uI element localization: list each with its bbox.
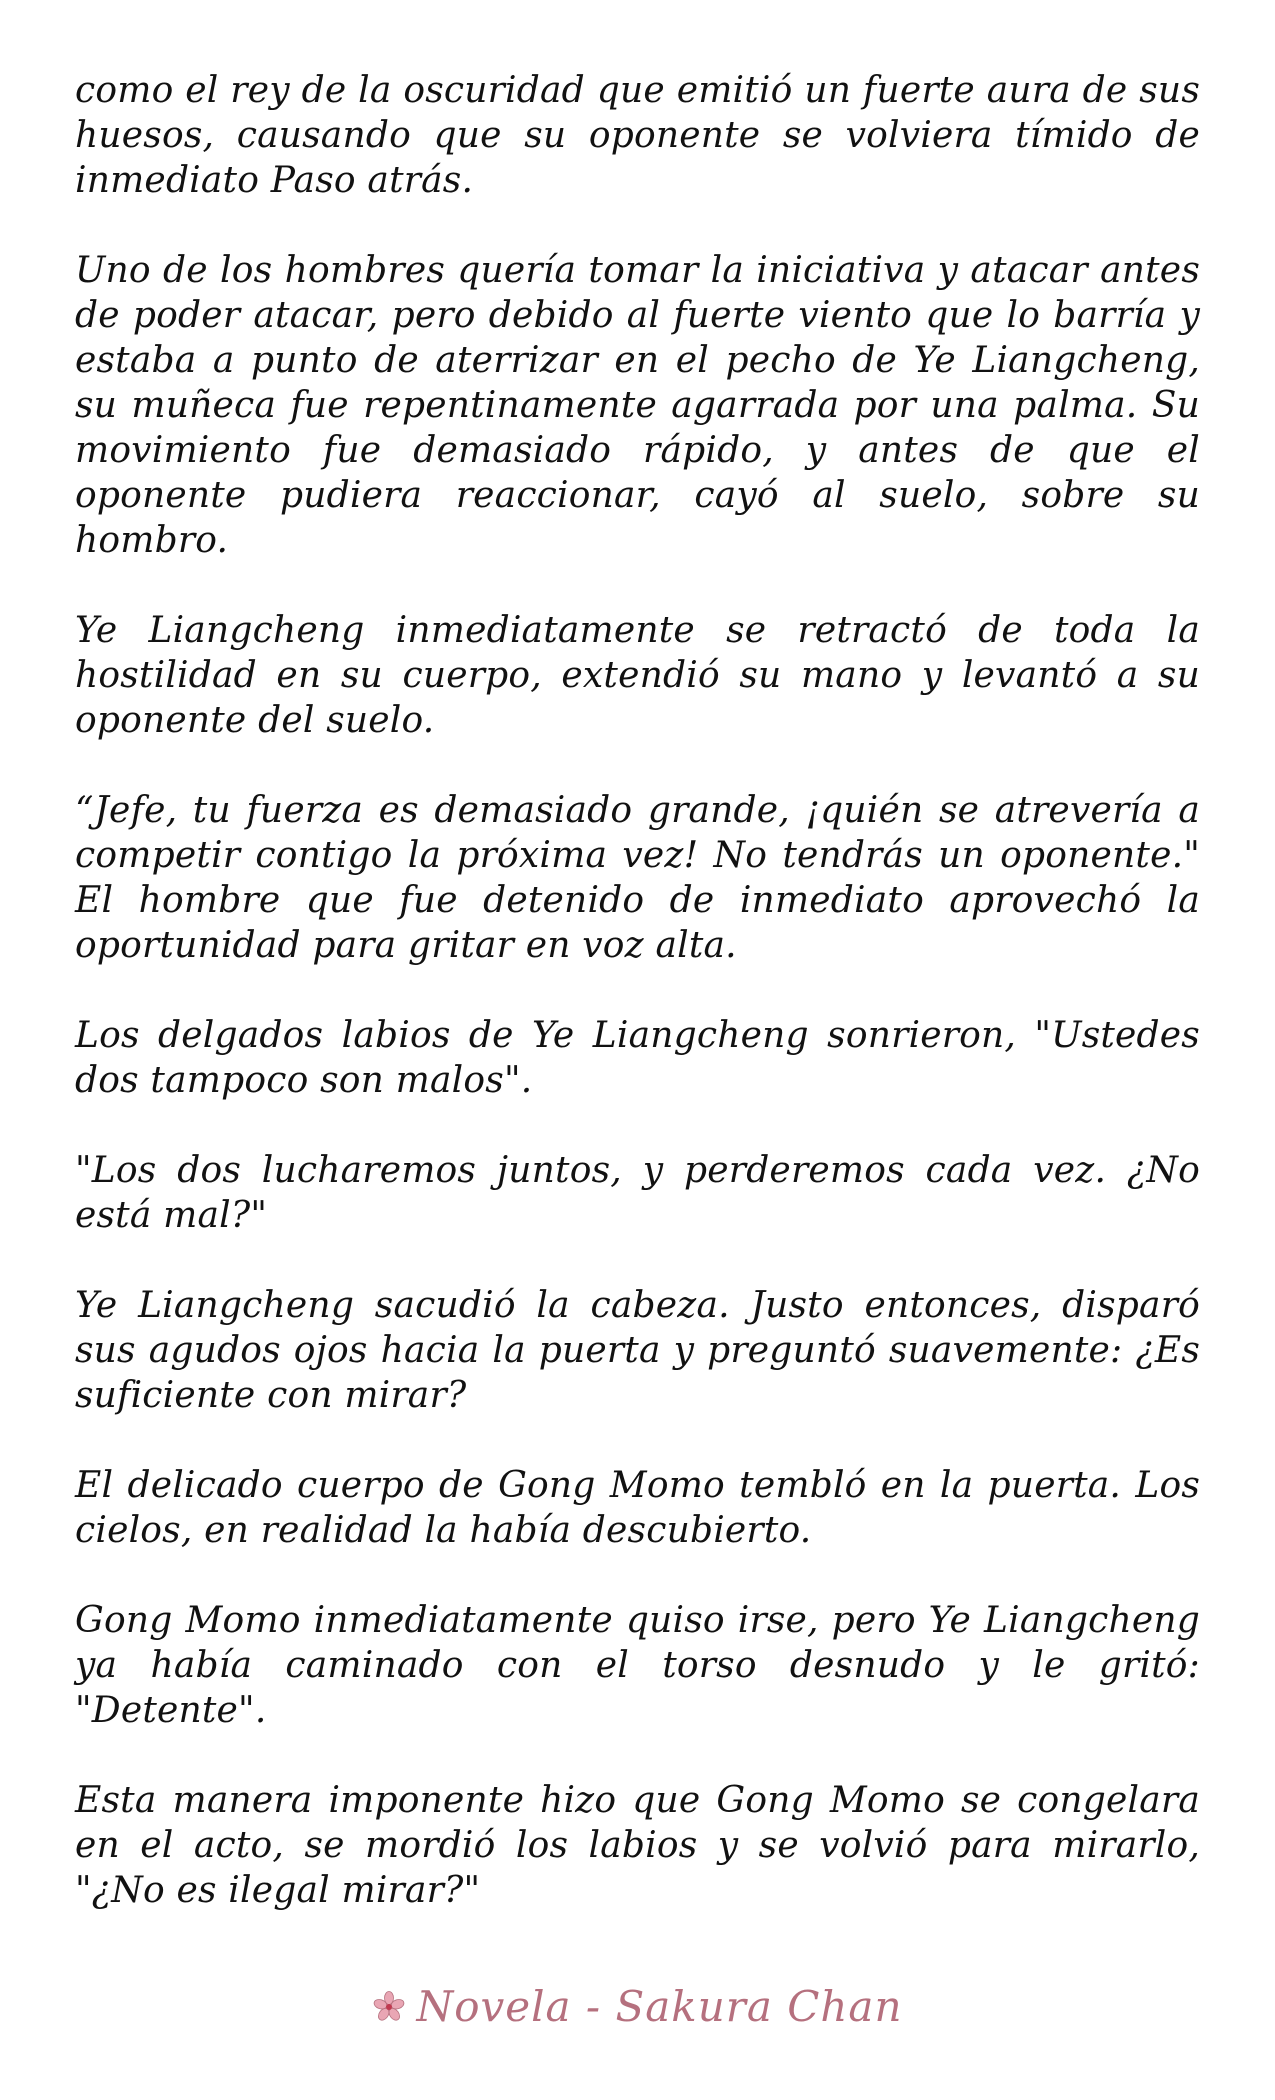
paragraph-4: “Jefe, tu fuerza es demasiado grande, ¡quién se atrevería a competir contigo la próxima vez! No tendrás un oponente." El hombre que fue detenido de inmediato aprovechó la oportunidad para gritar en voz alta. bbox=[75, 790, 1200, 966]
paragraph-9: Gong Momo inmediatamente quiso irse, pero Ye Liangcheng ya había caminado con el torso desnudo y le gritó: "Detente". bbox=[75, 1600, 1200, 1731]
paragraph-2: Uno de los hombres quería tomar la iniciativa y atacar antes de poder atacar, pero debido al fuerte viento que lo barría y estaba a punto de aterrizar en el pecho de Ye Liangcheng, su muñeca fue repentinamente agarrada por una palma. Su movimiento fue demasiado rápido, y antes de que el oponente pudiera reaccionar, cayó al suelo, sobre su hombro. bbox=[75, 250, 1200, 561]
paragraph-8: El delicado cuerpo de Gong Momo tembló en la puerta. Los cielos, en realidad la había descubierto. bbox=[75, 1465, 1200, 1551]
paragraph-1: como el rey de la oscuridad que emitió un fuerte aura de sus huesos, causando que su oponente se volviera tímido de inmediato Paso atrás. bbox=[75, 70, 1200, 201]
cherry-blossom-icon bbox=[372, 1990, 406, 2024]
watermark bbox=[0, 1982, 1275, 2031]
paragraph-7: Ye Liangcheng sacudió la cabeza. Justo entonces, disparó sus agudos ojos hacia la puerta y preguntó suavemente: ¿Es suficiente con mirar? bbox=[75, 1285, 1200, 1416]
paragraph-10: Esta manera imponente hizo que Gong Momo se congelara en el acto, se mordió los labios y se volvió para mirarlo, "¿No es ilegal mirar?" bbox=[75, 1780, 1200, 1911]
paragraph-5: Los delgados labios de Ye Liangcheng sonrieron, "Ustedes dos tampoco son malos". bbox=[75, 1015, 1200, 1101]
watermark-text: Novela - Sakura Chan bbox=[416, 1982, 903, 2031]
paragraph-3: Ye Liangcheng inmediatamente se retractó de toda la hostilidad en su cuerpo, extendió su mano y levantó a su oponente del suelo. bbox=[75, 610, 1200, 741]
paragraph-6: "Los dos lucharemos juntos, y perderemos cada vez. ¿No está mal?" bbox=[75, 1150, 1200, 1236]
